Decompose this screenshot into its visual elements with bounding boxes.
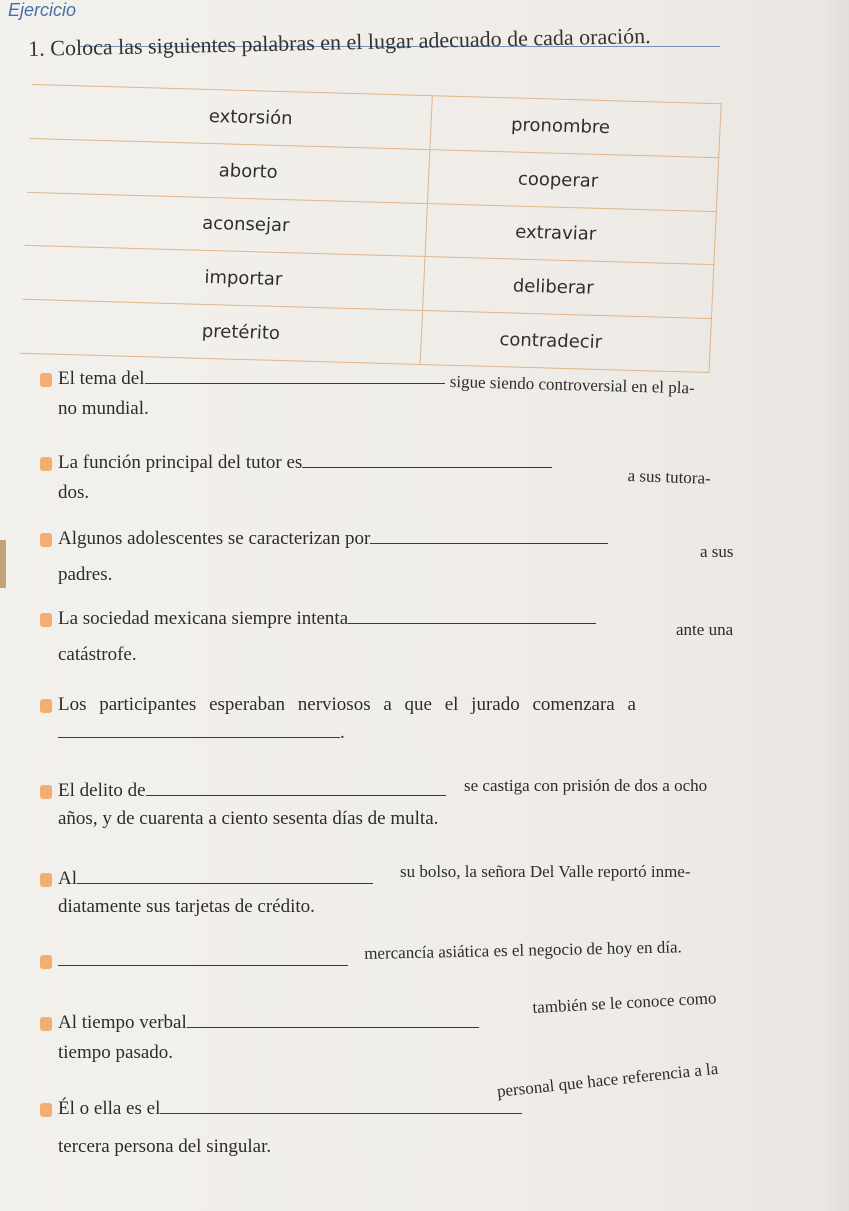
question-e [40, 694, 636, 716]
question-j-cont: personal que hace referencia a la [496, 1058, 720, 1101]
question-c-cont: a sus [700, 542, 734, 561]
question-b-cont: a sus tutora- [627, 466, 712, 488]
question-d [40, 608, 596, 630]
item-marker [40, 873, 52, 887]
word-cell: pronombre [430, 96, 721, 158]
question-text: La función principal del tutor es [58, 452, 303, 473]
word-cell: extorsión [30, 84, 433, 149]
item-marker [40, 699, 52, 713]
question-text: Él o ella es el [58, 1098, 161, 1119]
question-text: El delito de [58, 780, 146, 801]
item-marker [40, 1103, 52, 1117]
question-a [40, 368, 445, 390]
word-bank-table [20, 84, 722, 373]
question-h [40, 950, 348, 972]
item-marker [40, 457, 52, 471]
answer-blank[interactable] [58, 737, 340, 738]
question-text: Los participantes esperaban nerviosos a que el jurado comenzara a [58, 694, 636, 715]
answer-blank[interactable] [77, 883, 373, 884]
question-f [40, 780, 446, 802]
question-g-wrap: diatamente sus tarjetas de crédito. [58, 896, 315, 917]
answer-blank[interactable] [58, 965, 348, 966]
item-marker [40, 785, 52, 799]
question-e-wrap [58, 722, 345, 744]
word-cell: aborto [27, 138, 430, 203]
question-text: . [340, 722, 345, 743]
word-cell: extraviar [425, 203, 716, 265]
question-i-wrap: tiempo pasado. [58, 1042, 174, 1063]
question-text: Al [58, 868, 77, 889]
exercise-instruction: 1. Coloca las siguientes palabras en el lugar adecuado de cada oración. [28, 22, 651, 61]
question-g-cont: su bolso, la señora Del Valle reportó inme- [400, 862, 691, 881]
word-cell: importar [22, 246, 425, 311]
question-b-wrap: dos. [58, 482, 90, 503]
item-marker [40, 373, 52, 387]
question-text: Al tiempo verbal [58, 1012, 187, 1033]
word-cell: aconsejar [25, 192, 428, 257]
question-text: La sociedad mexicana siempre intenta [58, 608, 349, 629]
answer-blank[interactable] [348, 623, 596, 624]
question-i-cont: también se le conoce como [532, 988, 717, 1017]
answer-blank[interactable] [370, 543, 608, 544]
page-edge-shadow [821, 0, 849, 1211]
answer-blank[interactable] [187, 1027, 479, 1028]
answer-blank[interactable] [145, 383, 445, 384]
answer-blank[interactable] [302, 467, 552, 468]
word-cell: cooperar [427, 149, 718, 211]
question-d-wrap: catástrofe. [58, 644, 137, 665]
answer-blank[interactable] [160, 1113, 522, 1114]
section-label: Ejercicio [8, 0, 77, 20]
answer-blank[interactable] [146, 795, 446, 796]
question-text: El tema del [58, 368, 145, 389]
question-g [40, 868, 373, 890]
question-b [40, 452, 552, 474]
question-a-wrap: no mundial. [58, 398, 149, 419]
item-marker [40, 1017, 52, 1031]
question-j-wrap: tercera persona del singular. [58, 1136, 272, 1157]
question-c [40, 528, 608, 550]
word-cell: pretérito [20, 299, 423, 364]
question-a-cont: sigue siendo controversial en el pla- [449, 372, 695, 398]
question-h-cont: mercancía asiática es el negocio de hoy en día. [364, 937, 682, 963]
question-c-wrap: padres. [58, 564, 113, 585]
question-i [40, 1012, 479, 1034]
word-cell: contradecir [420, 311, 711, 373]
question-f-cont: se castiga con prisión de dos a ocho [464, 776, 708, 795]
page-tab-marker [0, 540, 6, 588]
question-d-cont: ante una [676, 620, 734, 639]
item-marker [40, 533, 52, 547]
question-f-wrap: años, y de cuarenta a ciento sesenta días de multa. [58, 808, 439, 829]
item-marker [40, 613, 52, 627]
word-cell: deliberar [423, 257, 714, 319]
item-marker [40, 955, 52, 969]
question-text: Algunos adolescentes se caracterizan por [58, 528, 371, 549]
question-j [40, 1098, 522, 1120]
